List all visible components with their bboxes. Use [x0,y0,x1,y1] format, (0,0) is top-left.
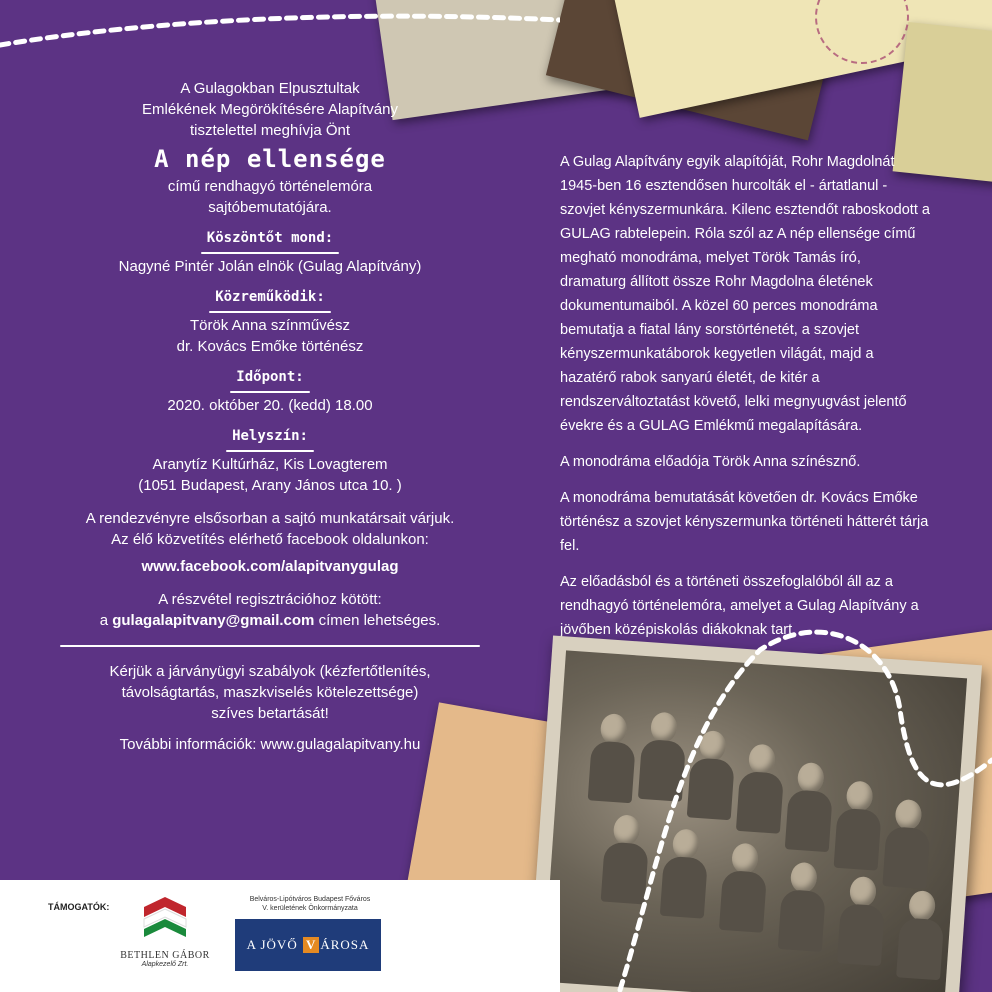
press-text: A rendezvényre elsősorban a sajtó munkatársait várjuk. [85,510,455,527]
bethlen-subtitle: Alapkezelő Zrt. [141,961,189,968]
bethlen-name: BETHLEN GÁBOR [120,950,210,961]
description-paragraph: A monodráma előadója Török Anna színésznő. [560,454,861,470]
divider [60,645,480,647]
org-name-line: Emlékének Megörökítésére Alapítvány [142,101,398,118]
time-heading: Időpont: [236,367,303,391]
invite-text: tisztelettel meghívja Önt [189,122,351,139]
place-line: Aranytíz Kultúrház, Kis Lovagterem [152,456,388,473]
place-line: (1051 Budapest, Arany János utca 10. ) [138,477,402,494]
subtitle-line: című rendhagyó történelemóra [167,178,373,195]
event-title: A nép ellensége [154,145,386,173]
dashed-line-decoration [0,0,560,60]
belvaros-line: V. kerületének Önkormányzata [262,905,358,912]
registration-email-line [70,610,470,631]
rules-text: szíves betartását! [211,705,329,722]
org-name-line: A Gulagokban Elpusztultak [180,80,360,97]
description-paragraph: Az előadásból és a történeti összefoglalóból áll az a rendhagyó történelemóra, amelyet a Gulag Alapítvány a jövőben középiskolás diákoknak tart. [560,574,919,638]
belvaros-logo [235,895,385,971]
time-text: 2020. október 20. (kedd) 18.00 [167,397,373,414]
description-paragraph: A Gulag Alapítvány egyik alapítóját, Rohr Magdolnát 1945-ben 16 esztendősen hurcolták el - ártatlanul - szovjet kényszermunkára. Kilenc esztendőt raboskodott a GULAG rabtelepein. Róla szól az A nép ellensége című megható monodráma, melyet Török Tamás író, dramaturg állított össze Rohr Magdolna életének dokumentumaiból. A közel 60 perces monodráma bemutatja a fiatal lány sorstörténetét, a szovjet kényszermunkatáborok kegyetlen világát, majd a hazatérő rabok sanyarú életét, de kitér a rendszerváltoztatást követő, lelki megnyugvást jelentő évekre és a GULAG Emlékmű megalapítására. [560,154,930,434]
invitation-column [70,78,470,755]
description-column [560,150,930,654]
place-heading: Helyszín: [232,426,308,450]
contributor: Török Anna színművész [189,317,351,334]
contributor: dr. Kovács Emőke történész [176,338,364,355]
rules-text: távolságtartás, maszkviselés kötelezettsége) [121,684,419,701]
jovo-varosa-badge [235,919,381,971]
description-paragraph: A monodráma bemutatását követően dr. Kovács Emőke történész a szovjet kényszermunka történeti hátterét tárja fel. [560,490,929,554]
email-link[interactable]: gulagalapitvany@gmail.com [112,612,315,629]
greeting-text: Nagyné Pintér Jolán elnök (Gulag Alapítvány) [118,258,422,275]
greeting-heading: Köszöntőt mond: [207,228,333,252]
jovo-text-rest: ÁROSA [320,937,370,952]
bethlen-emblem-icon [142,895,188,941]
sponsors-label: TÁMOGATÓK: [48,902,110,912]
jovo-text: A JÖVŐ [246,937,298,952]
belvaros-line: Belváros-Lipótváros Budapest Főváros [249,896,371,903]
subtitle-line: sajtóbemutatójára. [208,199,332,216]
registration-prefix: a [99,612,109,629]
bethlen-gabor-logo [120,895,210,968]
registration-suffix: címen lehetséges. [318,612,441,629]
press-text: Az élő közvetítés elérhető facebook oldalunkon: [111,531,429,548]
jovo-v-mark: V [303,937,319,953]
rules-text: Kérjük a járványügyi szabályok (kézfertőtlenítés, [109,663,431,680]
more-info-text: További információk: www.gulagalapitvany.hu [119,736,421,753]
dashed-curve-decoration [600,610,992,992]
facebook-link[interactable]: www.facebook.com/alapitvanygulag [141,558,399,575]
contributors-heading: Közreműködik: [215,287,325,311]
registration-text: A részvétel regisztrációhoz kötött: [158,591,382,608]
